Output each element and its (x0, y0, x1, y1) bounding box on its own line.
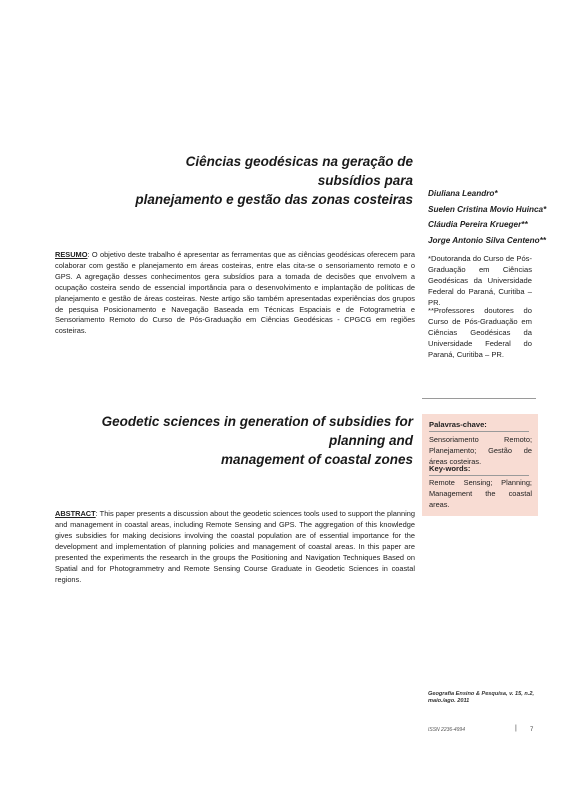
keywords-pt-text: Sensoriamento Remoto; Planejamento; Gestão de áreas costeiras. (429, 435, 532, 466)
author-name: Diuliana Leandro* (428, 189, 498, 198)
author-list (428, 186, 563, 248)
footer-separator: | (515, 725, 517, 732)
title-line: planejamento e gestão das zonas costeiras (135, 192, 413, 207)
journal-reference (428, 691, 558, 705)
resumo-text: : O objetivo deste trabalho é apresentar as ferramentas que as ciências geodésicas oferecem para colaborar com gestão e planejamento em áreas costeiras, entre elas cita-se o sensoriamento remoto e o GPS. A agregação desses conhecimentos gera subsídios para a tomada de decisões que envolvem a ocupação costeira sendo de essencial importância para o desenvolvimento e implantação de políticas de planejamento e gestão de áreas costeiras. Neste artigo são também apresentadas experiências dos grupos de pesquisa Posicionamento e Navegação Baseada em Técnicas Espaciais e de Fotogrametria e Sensoriamento Remoto do Curso de Pós-Graduação em Ciências Geodésicas - CPGCG em regiões costeiras. (55, 250, 415, 336)
keywords-en-text: Remote Sensing; Planning; Management the coastal areas. (429, 478, 532, 509)
abstract-text: : This paper presents a discussion about the geodetic sciences tools used to support the planning and management in coastal areas, including Remote Sensing and GPS. The aggregation of this knowledge gives subsidies for making decisions involving the coastal population are of essential importance for the development and implementation of planning policies and management of coastal areas. In this paper are presented the experiments the research in the groups the Positioning and Navigation Techniques Based on Spatial and for Photogrammetry and Remote Sensing Course Graduate in Geodetic Sciences in coastal regions. (55, 509, 415, 584)
keywords-divider (429, 475, 529, 476)
keywords-box (422, 414, 538, 516)
abstract-paragraph (55, 508, 415, 585)
article-title-portuguese (120, 152, 413, 209)
title-line: management of coastal zones (220, 452, 413, 467)
affiliation-divider (422, 398, 536, 399)
keywords-en-label: Key-words: (429, 464, 471, 473)
abstract-label: ABSTRACT (55, 509, 96, 518)
affiliation-note: *Doutoranda do Curso de Pós-Graduação em Ciências Geodésicas da Universidade Federal do Paraná, Curitiba – PR. (428, 254, 532, 307)
keywords-pt-label: Palavras-chave: (429, 420, 487, 429)
page-number: 7 (530, 727, 534, 733)
title-line: Ciências geodésicas na geração de subsídios para (185, 154, 413, 188)
issn-label: ISSN 2236-4994 (428, 727, 465, 733)
article-title-english (70, 412, 413, 469)
title-line: Geodetic sciences in generation of subsidies for planning and (101, 414, 413, 448)
journal-line: maio./ago. 2011 (428, 698, 470, 704)
author-name: Suelen Cristina Movio Huinca* (428, 204, 547, 214)
affiliation-note: **Professores doutores do Curso de Pós-Graduação em Ciências Geodésicas da Universidade Federal do Paraná, Curitiba – PR. (428, 306, 532, 359)
author-name: Cláudia Pereira Krueger** (428, 220, 528, 229)
keywords-divider (429, 431, 529, 432)
resumo-paragraph (55, 250, 415, 337)
journal-line: Geografia Ensino & Pesquisa, v. 15, n.2, (428, 691, 535, 697)
author-name: Jorge Antonio Silva Centeno** (428, 235, 546, 245)
resumo-label: RESUMO (55, 250, 88, 259)
